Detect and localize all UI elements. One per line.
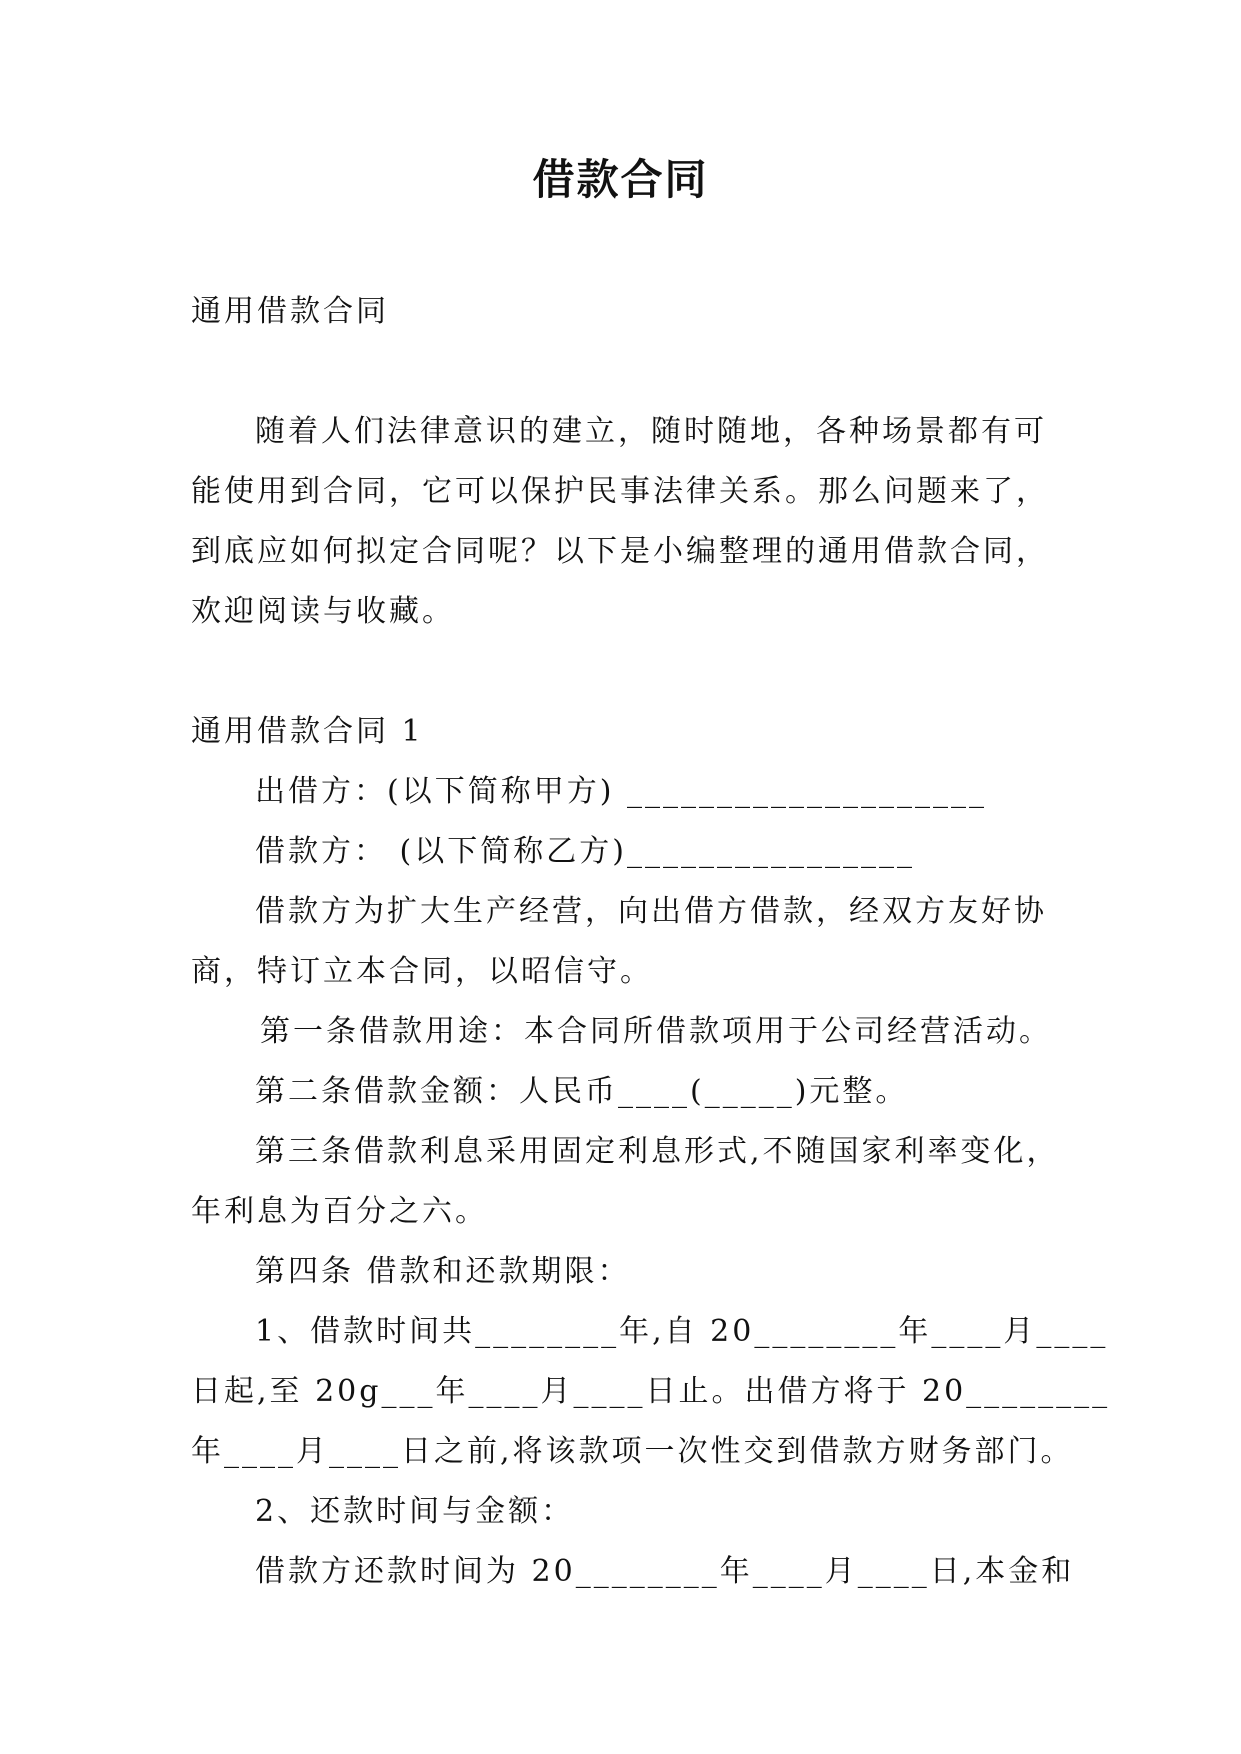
preamble-line-2: 商，特订立本合同，以昭信守。 bbox=[191, 954, 653, 989]
lender-line: 出借方：(以下简称甲方) ____________________ bbox=[255, 774, 987, 809]
article-4-item-1-line-1: 1、借款时间共________年,自 20________年____月____ bbox=[255, 1314, 1109, 1349]
document-title: 借款合同 bbox=[532, 155, 709, 204]
article-3-line-1: 第三条借款利息采用固定利息形式,不随国家利率变化， bbox=[255, 1134, 1060, 1169]
article-4-heading: 第四条 借款和还款期限： bbox=[255, 1254, 631, 1289]
intro-line-2: 能使用到合同，它可以保护民事法律关系。那么问题来了， bbox=[191, 474, 1049, 509]
article-4-item-1-line-3: 年____月____日之前,将该款项一次性交到借款方财务部门。 bbox=[191, 1434, 1074, 1469]
section-heading: 通用借款合同 bbox=[191, 294, 389, 329]
borrower-line: 借款方： (以下简称乙方)________________ bbox=[255, 834, 915, 869]
intro-line-3: 到底应如何拟定合同呢？以下是小编整理的通用借款合同， bbox=[191, 534, 1049, 569]
intro-line-1: 随着人们法律意识的建立，随时随地，各种场景都有可 bbox=[255, 414, 1047, 449]
article-3-line-2: 年利息为百分之六。 bbox=[191, 1194, 488, 1229]
article-4-item-2-line-1: 借款方还款时间为 20________年____月____日,本金和 bbox=[255, 1554, 1075, 1589]
article-4-item-2-heading: 2、还款时间与金额： bbox=[255, 1494, 575, 1529]
intro-line-4: 欢迎阅读与收藏。 bbox=[191, 594, 455, 629]
contract-1-heading: 通用借款合同 1 bbox=[191, 714, 424, 749]
article-4-item-1-line-2: 日起,至 20g___年____月____日止。出借方将于 20________ bbox=[191, 1374, 1111, 1409]
preamble-line-1: 借款方为扩大生产经营，向出借方借款，经双方友好协 bbox=[255, 894, 1047, 929]
article-1: 第一条借款用途：本合同所借款项用于公司经营活动。 bbox=[260, 1014, 1052, 1049]
article-2: 第二条借款金额：人民币____(_____)元整。 bbox=[255, 1074, 909, 1109]
